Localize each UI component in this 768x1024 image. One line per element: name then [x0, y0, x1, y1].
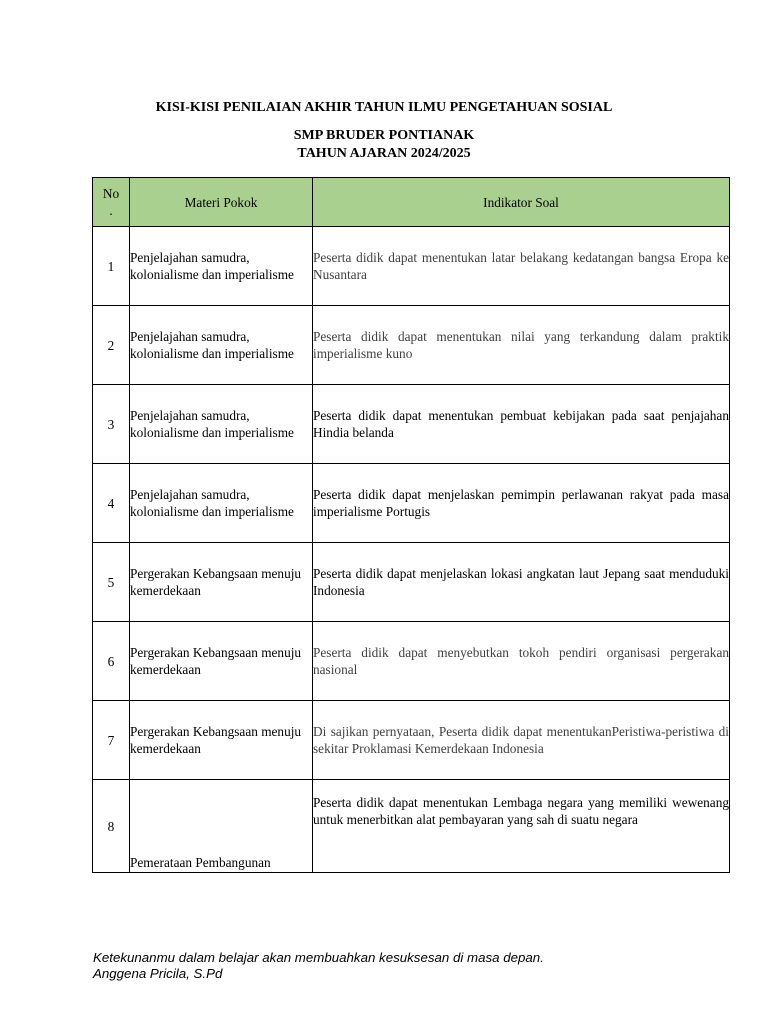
- row-materi: Penjelajahan samudra, kolonialisme dan imperialisme: [130, 227, 313, 306]
- row-materi: Penjelajahan samudra, kolonialisme dan imperialisme: [130, 464, 313, 543]
- table-header-row: [93, 178, 730, 227]
- column-header-materi: [130, 178, 313, 227]
- document-title: KISI-KISI PENILAIAN AKHIR TAHUN ILMU PENGETAHUAN SOSIAL: [155, 100, 613, 115]
- row-indikator: Peserta didik dapat menjelaskan pemimpin perlawanan rakyat pada masa imperialisme Portugis: [313, 464, 730, 543]
- row-materi: Penjelajahan samudra, kolonialisme dan imperialisme: [130, 306, 313, 385]
- row-number: 2: [93, 306, 130, 385]
- table-row: [93, 780, 730, 873]
- row-number: 6: [93, 622, 130, 701]
- table-row: [93, 464, 730, 543]
- row-number: 8: [93, 780, 130, 873]
- row-indikator: Peserta didik dapat menjelaskan lokasi angkatan laut Jepang saat menduduki Indonesia: [313, 543, 730, 622]
- column-header-no-label: No .: [102, 186, 120, 218]
- row-number: 3: [93, 385, 130, 464]
- row-number: 7: [93, 701, 130, 780]
- row-indikator: Peserta didik dapat menentukan nilai yang terkandung dalam praktik imperialisme kuno: [313, 306, 730, 385]
- row-materi: Pemerataan Pembangunan: [130, 780, 313, 873]
- footer-quote: Ketekunanmu dalam belajar akan membuahkan kesuksesan di masa depan.: [93, 950, 544, 965]
- column-header-indikator: [313, 178, 730, 227]
- row-indikator: Peserta didik dapat menentukan latar belakang kedatangan bangsa Eropa ke Nusantara: [313, 227, 730, 306]
- school-name: SMP BRUDER PONTIANAK: [293, 128, 475, 143]
- row-number: 4: [93, 464, 130, 543]
- table-row: [93, 306, 730, 385]
- row-materi: Penjelajahan samudra, kolonialisme dan imperialisme: [130, 385, 313, 464]
- row-indikator: Peserta didik dapat menentukan Lembaga negara yang memiliki wewenang untuk menerbitkan alat pembayaran yang sah di suatu negara: [313, 780, 730, 873]
- row-materi: Pergerakan Kebangsaan menuju kemerdekaan: [130, 622, 313, 701]
- row-indikator: Di sajikan pernyataan, Peserta didik dapat menentukanPeristiwa-peristiwa di sekitar Proklamasi Kemerdekaan Indonesia: [313, 701, 730, 780]
- table-row: [93, 543, 730, 622]
- column-header-no: [93, 178, 130, 227]
- row-indikator: Peserta didik dapat menentukan pembuat kebijakan pada saat penjajahan Hindia belanda: [313, 385, 730, 464]
- table-row: [93, 622, 730, 701]
- table-row: [93, 701, 730, 780]
- footer-author: Anggena Pricila, S.Pd: [93, 966, 223, 981]
- row-materi: Pergerakan Kebangsaan menuju kemerdekaan: [130, 701, 313, 780]
- row-materi: Pergerakan Kebangsaan menuju kemerdekaan: [130, 543, 313, 622]
- row-number: 5: [93, 543, 130, 622]
- table-row: [93, 227, 730, 306]
- row-indikator: Peserta didik dapat menyebutkan tokoh pendiri organisasi pergerakan nasional: [313, 622, 730, 701]
- column-header-materi-label: Materi Pokok: [184, 194, 258, 210]
- row-number: 1: [93, 227, 130, 306]
- academic-year: TAHUN AJARAN 2024/2025: [297, 146, 471, 161]
- column-header-indikator-label: Indikator Soal: [483, 194, 559, 210]
- table-row: [93, 385, 730, 464]
- kisi-kisi-table: [92, 177, 730, 873]
